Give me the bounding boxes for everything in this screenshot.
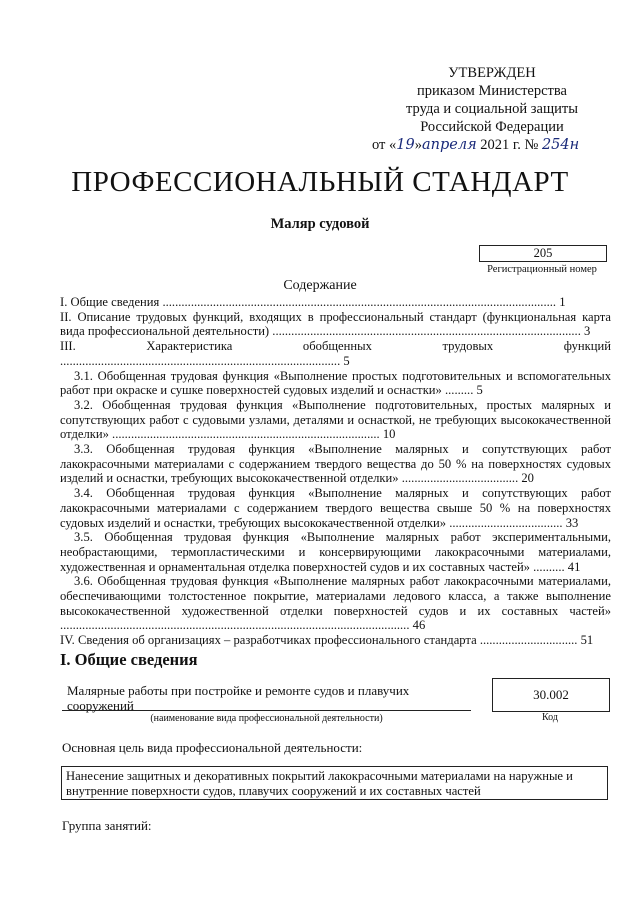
order-number: 254н xyxy=(541,137,580,153)
approval-line-3: труда и социальной защиты xyxy=(406,101,578,117)
toc-entry-page: 1 xyxy=(559,295,566,309)
date-mid: » xyxy=(414,137,422,153)
registration-number-box: 205 xyxy=(479,245,607,262)
approval-date-line xyxy=(372,136,612,154)
toc-entry[interactable]: II. Описание трудовых функций, входящих в профессиональный стандарт (функциональная карта вида профессиональной деятельности) .................................................................................................. 3 xyxy=(60,309,611,339)
table-of-contents xyxy=(60,295,611,648)
activity-kind-value: Малярные работы при постройке и ремонте судов и плавучих сооружений xyxy=(67,683,410,713)
toc-entry-page: 20 xyxy=(521,471,534,486)
goal-box: Нанесение защитных и декоративных покрытий лакокрасочными материалами на наружные и внутренние поверхности судов, плавучих сооружений и их составных частей xyxy=(61,766,608,800)
toc-entry-text: 3.4. Обобщенная трудовая функция «Выполнение малярных и сопутствующих работ лакокрасочными материалами с содержанием твердого вещества свыше 50 % на поверхностях судовых изделий и оснастки, требующих высококачественной отделки» xyxy=(60,486,611,530)
toc-entry[interactable]: IV. Сведения об организациях – разработчиках профессионального стандарта ............................... 51 xyxy=(60,633,594,648)
toc-entry-text: I. Общие сведения xyxy=(60,295,160,309)
toc-entry[interactable]: 3.6. Обобщенная трудовая функция «Выполнение малярных работ лакокрасочными материалами, обеспечивающими толстостенное покрытие, материалами ледового класса, а также выполнение высококачественной художественной отделки поверхностей судов и их составных частей» ............................................................................................................... 46 xyxy=(60,574,611,633)
toc-entry-text: 3.5. Обобщенная трудовая функция «Выполнение малярных работ экспериментальными, необрастающими, термопластическими и консервирующими лакокрасочными материалами, художественная и орнаментальная отделка поверхностей судов и их составных частей» xyxy=(60,530,611,574)
toc-entry-text: 3.1. Обобщенная трудовая функция «Выполнение простых подготовительных и вспомогательных работ при окраске и сушке поверхностей судовых изделий и оснастки» xyxy=(60,368,611,398)
document-subtitle: Маляр судовой xyxy=(270,216,370,232)
toc-entry-text: 3.2. Обобщенная трудовая функция «Выполнение подготовительных, простых малярных и сопутствующих работ с судовыми узлами, деталями и оснасткой, не требующих высококачественной отделки» xyxy=(60,397,611,442)
toc-entry-page: 10 xyxy=(382,427,396,442)
document-title: ПРОФЕССИОНАЛЬНЫЙ СТАНДАРТ xyxy=(71,166,569,198)
toc-entry[interactable]: 3.3. Обобщенная трудовая функция «Выполнение малярных и сопутствующих работ лакокрасочными материалами с содержанием твердого вещества до 50 % на поверхностях судовых изделий и оснастки, требующих высококачественной отделки» ..................................... 20 xyxy=(60,442,611,486)
activity-kind-underline xyxy=(62,710,471,711)
activity-kind-caption: (наименование вида профессиональной деятельности) xyxy=(150,713,383,724)
date-month: апреля xyxy=(421,137,477,153)
toc-entry-page: 5 xyxy=(343,353,350,368)
activity-code-box: 30.002 xyxy=(492,678,610,712)
toc-entry[interactable]: 3.1. Обобщенная трудовая функция «Выполнение простых подготовительных и вспомогательных работ при окраске и сушке поверхностей судовых изделий и оснастки» ......... 5 xyxy=(60,368,611,398)
section-title: I. Общие сведения xyxy=(60,650,198,669)
toc-entry[interactable]: 3.2. Обобщенная трудовая функция «Выполнение подготовительных, простых малярных и сопутствующих работ с судовыми узлами, деталями и оснасткой, не требующих высококачественной отделки» ..................................................................................... 10 xyxy=(60,397,611,442)
goal-label: Основная цель вида профессиональной деятельности: xyxy=(62,740,363,755)
activity-code-label: Код xyxy=(542,712,558,723)
toc-entry[interactable]: III. Характеристика обобщенных трудовых функций ......................................................................................... 5 xyxy=(60,339,611,368)
toc-entry-page: 51 xyxy=(580,633,594,648)
toc-entry[interactable]: 3.5. Обобщенная трудовая функция «Выполнение малярных работ экспериментальными, необрастающими, термопластическими и консервирующими лакокрасочными материалами, художественная и орнаментальная отделка поверхностей судов и их составных частей» .......... 41 xyxy=(60,530,611,574)
toc-entry-page: 46 xyxy=(412,618,426,633)
toc-entry-page: 3 xyxy=(584,324,591,339)
date-prefix: от « xyxy=(372,137,397,153)
date-year: 2021 г. № xyxy=(476,137,542,153)
registration-number-label: Регистрационный номер xyxy=(487,264,597,275)
toc-entry-page: 41 xyxy=(567,559,581,574)
approval-block xyxy=(372,64,612,154)
toc-entry-text: 3.3. Обобщенная трудовая функция «Выполнение малярных и сопутствующих работ лакокрасочными материалами с содержанием твердого вещества до 50 % на поверхностях судовых изделий и оснастки, требующих высококачественной отделки» xyxy=(60,442,611,486)
occupation-group-label: Группа занятий: xyxy=(62,818,152,833)
toc-entry-page: 33 xyxy=(565,515,579,530)
toc-entry-text: 3.6. Обобщенная трудовая функция «Выполнение малярных работ лакокрасочными материалами, обеспечивающими толстостенное покрытие, материалами ледового класса, а также выполнение высококачественной художественной отделки поверхностей судов и их составных частей» xyxy=(60,574,611,618)
toc-entry[interactable]: 3.4. Обобщенная трудовая функция «Выполнение малярных и сопутствующих работ лакокрасочными материалами с содержанием твердого вещества свыше 50 % на поверхностях судовых изделий и оснастки, требующих высококачественной отделки» .................................... 33 xyxy=(60,486,611,530)
toc-entry-page: 5 xyxy=(476,383,483,398)
date-day: 19 xyxy=(396,137,415,153)
toc-entry-text: II. Описание трудовых функций, входящих в профессиональный стандарт (функциональная карта вида профессиональной деятельности) xyxy=(60,309,611,339)
approval-line-2: приказом Министерства xyxy=(417,83,567,99)
toc-entry[interactable]: I. Общие сведения ............................................................................................................................. 1 xyxy=(60,295,566,309)
toc-entry-text: IV. Сведения об организациях – разработчиках профессионального стандарта xyxy=(60,633,477,648)
approval-line-1: УТВЕРЖДЕН xyxy=(448,65,536,81)
toc-heading: Содержание xyxy=(283,278,357,293)
approval-line-4: Российской Федерации xyxy=(420,119,564,135)
toc-entry-text: III. Характеристика обобщенных трудовых функций xyxy=(60,339,611,354)
